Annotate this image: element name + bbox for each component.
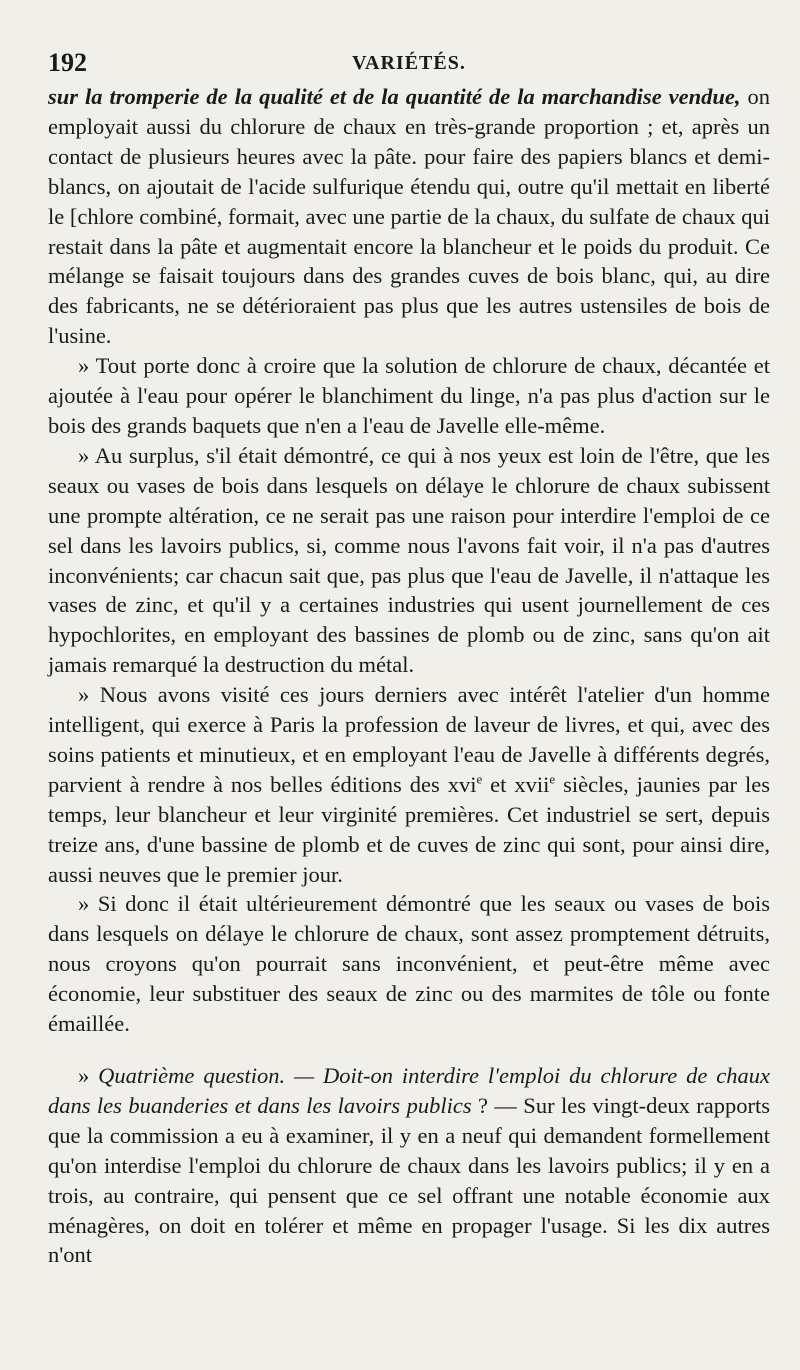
superscript-e-2: e	[549, 771, 556, 787]
paragraph-4-text-c: siècles, jaunies par les temps, leur blancheur et leur virginité premières. Cet industriel se sert, depuis treize ans, d'une bassine de plomb et de cuves de zinc qui sont, pour ainsi dire, aussi neuves que le premier jour.	[48, 771, 770, 887]
paragraph-6	[48, 1061, 770, 1270]
page-number: 192	[48, 48, 87, 77]
paragraph-6-lead: »	[78, 1063, 99, 1088]
paragraph-6-text: ? — Sur les vingt-deux rapports que la commission a eu à examiner, il y en a neuf qui demandent formellement qu'on interdise l'emploi du chlorure de chaux dans les lavoirs publics; il y en a trois, au contraire, qui pensent que ce sel offrant une notable économie aux ménagères, on doit en tolérer et même en propager l'usage. Si les dix autres n'ont	[48, 1092, 770, 1268]
paragraph-5-text: » Si donc il était ultérieurement démontré que les seaux ou vases de bois dans lesquels on délaye le chlorure de chaux, sont assez promptement détruits, nous croyons qu'on pourrait sans inconvénient, et peut-être même avec économie, leur substituer des seaux de zinc ou des marmites de tôle ou fonte émaillée.	[48, 891, 770, 1037]
paragraph-6-emphasis: Quatrième question. — Doit-on interdire l'emploi du chlorure de chaux dans les buanderies et dans les lavoirs publics	[48, 1063, 770, 1118]
paragraph-1-emphasis: sur la tromperie de la qualité et de la quantité de la marchandise vendue,	[48, 84, 741, 109]
body-text	[48, 82, 770, 1270]
paragraph-2-text: » Tout porte donc à croire que la solution de chlorure de chaux, décantée et ajoutée à l'eau pour opérer le blanchiment du linge, n'a pas plus d'action sur le bois des grands baquets que n'en a l'eau de Javelle elle-même.	[48, 353, 770, 438]
page-header	[48, 44, 770, 78]
paragraph-3	[48, 441, 770, 680]
paragraph-4	[48, 680, 770, 889]
paragraph-1-text: on employait aussi du chlorure de chaux en très-grande proportion ; et, après un contact de plusieurs heures avec la pâte. pour faire des papiers blancs et demi-blancs, on ajoutait de l'acide sulfurique étendu qui, outre qu'il mettait en liberté le [chlore combiné, formait, avec une partie de la chaux, du sulfate de chaux qui restait dans la pâte et augmentait encore la blancheur et le poids du produit. Ce mélange se faisait toujours dans des grandes cuves de bois blanc, qui, au dire des fabricants, ne se détérioraient pas plus que les autres ustensiles de bois de l'usine.	[48, 84, 771, 349]
paragraph-1	[48, 82, 770, 351]
paragraph-4-text-a: » Nous avons visité ces jours derniers avec intérêt l'atelier d'un homme intelligent, qui exerce à Paris la profession de laveur de livres, et qui, avec des soins patients et minutieux, et en employant l'eau de Javelle à différents degrés, parvient à rendre à nos belles éditions des xvi	[48, 682, 770, 797]
paragraph-5	[48, 889, 770, 1039]
paragraph-2	[48, 351, 770, 441]
superscript-e-1: e	[476, 771, 483, 787]
paragraph-4-text-b: et xvii	[482, 771, 550, 797]
paragraph-3-text: » Au surplus, s'il était démontré, ce qui à nos yeux est loin de l'être, que les seaux ou vases de bois dans lesquels on délaye le chlorure de chaux subissent une prompte altération, ce ne serait pas une raison pour interdire l'emploi de ce sel dans les lavoirs publics, si, comme nous l'avons fait voir, il n'a pas d'autres inconvénients; car chacun sait que, pas plus que l'eau de Javelle, il n'attaque les vases de zinc, et qu'il y a certaines industries qui usent journellement de ces hypochlorites, en employant des bassines de plomb ou de zinc, sans qu'on ait jamais remarqué la destruction du métal.	[48, 442, 770, 678]
running-head: VARIÉTÉS.	[352, 52, 466, 74]
